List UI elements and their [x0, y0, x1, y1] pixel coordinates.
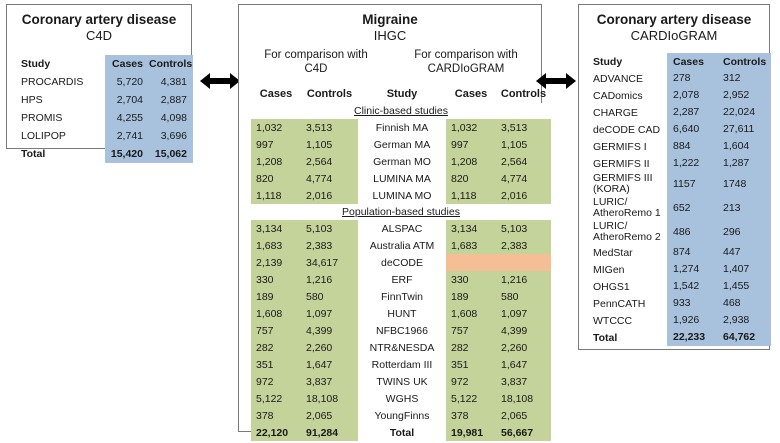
comparison-right — [397, 48, 535, 76]
double-headed-arrow-icon — [196, 68, 244, 94]
section-population-cell — [251, 204, 551, 220]
pad-cell — [551, 407, 563, 424]
table-row — [579, 155, 771, 172]
row-cases: 1157 — [667, 172, 717, 196]
row-right-cases: 330 — [446, 271, 496, 288]
row-study: NTR&NESDA — [358, 339, 446, 356]
row-cases: 4,255 — [105, 109, 149, 127]
row-controls: 2,952 — [717, 87, 771, 104]
total-label: Total — [21, 148, 46, 160]
row-study: Rotterdam III — [358, 356, 446, 373]
row-study: ALSPAC — [358, 220, 446, 237]
row-controls: 2,938 — [717, 312, 771, 329]
pad-cell — [551, 356, 563, 373]
row-right-controls: 1,216 — [496, 271, 551, 288]
row-cases: 652 — [667, 196, 717, 220]
table-row — [239, 407, 563, 424]
row-study: OHGS1 — [593, 280, 630, 293]
row-right-controls: 1,105 — [496, 136, 551, 153]
panel-cardiogram — [578, 4, 770, 350]
row-left-controls: 580 — [301, 288, 358, 305]
migraine-table — [239, 80, 563, 441]
panel-migraine — [238, 4, 547, 439]
left-panel-title: Coronary artery disease — [21, 12, 177, 27]
row-left-cases: 1,118 — [251, 187, 301, 204]
table-row — [239, 136, 563, 153]
section-clinic-label: Clinic-based studies — [354, 105, 448, 117]
table-row — [239, 390, 563, 407]
row-right-cases: 189 — [446, 288, 496, 305]
row-controls: 296 — [717, 220, 771, 244]
row-controls: 468 — [717, 295, 771, 312]
row-left-cases: 757 — [251, 322, 301, 339]
table-row — [239, 220, 563, 237]
row-left-controls: 1,105 — [301, 136, 358, 153]
row-right-controls: 1,097 — [496, 305, 551, 322]
row-right-controls: 2,065 — [496, 407, 551, 424]
table-row — [7, 91, 193, 109]
row-left-controls: 5,103 — [301, 220, 358, 237]
row-cases: 2,287 — [667, 104, 717, 121]
row-study: WTCCC — [593, 314, 633, 327]
row-study: GERMIFS II — [593, 157, 650, 170]
row-controls: 22,024 — [717, 104, 771, 121]
total-label: Total — [593, 331, 618, 344]
table-row — [239, 187, 563, 204]
row-study: GERMIFS III (KORA) — [593, 172, 653, 195]
table-row-decode — [239, 254, 563, 271]
pad-cell — [239, 170, 251, 187]
row-left-cases: 3,134 — [251, 220, 301, 237]
row-right-controls: 4,774 — [496, 170, 551, 187]
row-cases: 278 — [667, 70, 717, 87]
pad-cell — [239, 356, 251, 373]
total-left-cases: 22,120 — [251, 424, 301, 441]
row-controls: 312 — [717, 70, 771, 87]
row-right-controls: 2,260 — [496, 339, 551, 356]
row-study: PROCARDIS — [21, 76, 84, 88]
header-left-controls: Controls — [306, 88, 353, 100]
row-left-controls: 4,399 — [301, 322, 358, 339]
row-study: German MO — [358, 153, 446, 170]
row-right-controls: 1,647 — [496, 356, 551, 373]
row-right-controls: 18,108 — [496, 390, 551, 407]
row-right-cases: 282 — [446, 339, 496, 356]
row-study: HPS — [21, 94, 43, 106]
pad-cell — [239, 424, 251, 441]
table-row — [579, 138, 771, 155]
total-right-cases: 19,981 — [446, 424, 496, 441]
comparison-left-line1: For comparison with — [264, 49, 368, 61]
row-right-cases: 972 — [446, 373, 496, 390]
row-cases: 2,704 — [105, 91, 149, 109]
table-row — [239, 237, 563, 254]
row-cases: 1,542 — [667, 278, 717, 295]
row-right-controls: 3,513 — [496, 119, 551, 136]
row-cases: 2,741 — [105, 127, 149, 145]
table-row — [239, 119, 563, 136]
pad-cell — [239, 80, 251, 103]
header-study: Study — [593, 55, 623, 68]
row-controls: 1,287 — [717, 155, 771, 172]
pad-cell — [239, 390, 251, 407]
row-left-controls: 3,837 — [301, 373, 358, 390]
row-study: TWINS UK — [358, 373, 446, 390]
pad-cell — [239, 103, 251, 119]
total-cases: 15,420 — [105, 145, 149, 163]
row-study: CHARGE — [593, 106, 638, 119]
row-controls: 4,381 — [149, 73, 193, 91]
pad-cell — [551, 339, 563, 356]
header-right-cases: Cases — [454, 88, 488, 100]
total-right-controls: 56,667 — [496, 424, 551, 441]
table-row — [579, 104, 771, 121]
row-right-controls: 5,103 — [496, 220, 551, 237]
pad-cell — [239, 407, 251, 424]
pad-cell — [551, 103, 563, 119]
table-row — [579, 196, 771, 220]
row-left-cases: 1,208 — [251, 153, 301, 170]
table-row — [239, 322, 563, 339]
table-header-row — [7, 55, 193, 73]
pad-cell — [551, 288, 563, 305]
pad-cell — [551, 322, 563, 339]
table-total-row — [579, 329, 771, 346]
table-row — [579, 220, 771, 244]
table-row — [239, 153, 563, 170]
row-cases: 1,926 — [667, 312, 717, 329]
row-controls: 1,455 — [717, 278, 771, 295]
right-panel-title: Coronary artery disease — [596, 12, 752, 27]
table-row — [579, 312, 771, 329]
pad-cell — [239, 305, 251, 322]
row-left-controls: 3,513 — [301, 119, 358, 136]
pad-cell — [551, 136, 563, 153]
table-row — [579, 70, 771, 87]
pad-cell — [551, 204, 563, 220]
row-right-cases: 997 — [446, 136, 496, 153]
row-left-controls: 1,216 — [301, 271, 358, 288]
row-cases: 6,640 — [667, 121, 717, 138]
center-panel-subtitle: IHGC — [373, 28, 407, 43]
row-left-controls: 4,774 — [301, 170, 358, 187]
row-controls: 213 — [717, 196, 771, 220]
comparison-right-line2: CARDIoGRAM — [427, 63, 505, 75]
header-right-controls: Controls — [500, 88, 547, 100]
row-cases: 884 — [667, 138, 717, 155]
table-total-row — [7, 145, 193, 163]
pad-cell — [551, 390, 563, 407]
row-right-controls: 2,383 — [496, 237, 551, 254]
section-header-population — [239, 204, 563, 220]
pad-cell — [239, 153, 251, 170]
row-study: MedStar — [593, 246, 633, 259]
row-left-cases: 997 — [251, 136, 301, 153]
pad-cell — [239, 237, 251, 254]
row-left-cases: 5,122 — [251, 390, 301, 407]
pad-cell — [551, 424, 563, 441]
comparison-gap — [385, 48, 397, 76]
pad-cell — [239, 271, 251, 288]
header-cases: Cases — [105, 55, 149, 73]
row-study: ERF — [358, 271, 446, 288]
row-left-controls: 2,383 — [301, 237, 358, 254]
row-right-cases: 1,118 — [446, 187, 496, 204]
row-controls: 447 — [717, 244, 771, 261]
row-left-cases: 378 — [251, 407, 301, 424]
row-left-cases: 282 — [251, 339, 301, 356]
row-study: PennCATH — [593, 297, 646, 310]
pad-cell — [551, 271, 563, 288]
row-right-cases: 1,208 — [446, 153, 496, 170]
row-controls: 1748 — [717, 172, 771, 196]
table-row — [579, 278, 771, 295]
pad-cell — [551, 373, 563, 390]
row-controls: 2,887 — [149, 91, 193, 109]
pad-cell — [239, 288, 251, 305]
header-left-cases: Cases — [259, 88, 293, 100]
total-controls: 15,062 — [149, 145, 193, 163]
pad-cell — [551, 187, 563, 204]
c4d-table — [7, 55, 193, 163]
row-left-controls: 34,617 — [301, 254, 358, 271]
row-controls: 1,407 — [717, 261, 771, 278]
row-right-cases: 1,032 — [446, 119, 496, 136]
row-study: YoungFinns — [358, 407, 446, 424]
comparison-left-line2: C4D — [304, 63, 328, 75]
row-controls: 27,611 — [717, 121, 771, 138]
row-left-cases: 1,032 — [251, 119, 301, 136]
row-right-controls: 4,399 — [496, 322, 551, 339]
table-row — [239, 288, 563, 305]
double-headed-arrow-icon — [532, 68, 580, 94]
table-row — [7, 73, 193, 91]
row-study: NFBC1966 — [358, 322, 446, 339]
row-cases: 486 — [667, 220, 717, 244]
pad-cell — [239, 339, 251, 356]
pad-cell — [551, 254, 563, 271]
section-clinic-cell — [251, 103, 551, 119]
table-row — [239, 356, 563, 373]
total-controls: 64,762 — [717, 329, 771, 346]
row-study: GERMIFS I — [593, 140, 647, 153]
row-study: FinnTwin — [358, 288, 446, 305]
row-left-controls: 2,065 — [301, 407, 358, 424]
table-row — [579, 295, 771, 312]
row-left-cases: 189 — [251, 288, 301, 305]
row-cases: 5,720 — [105, 73, 149, 91]
table-total-row — [239, 424, 563, 441]
pad-cell — [239, 322, 251, 339]
comparison-right-line1: For comparison with — [414, 49, 518, 61]
row-study: MIGen — [593, 263, 625, 276]
pad-cell — [239, 373, 251, 390]
pad-cell — [239, 187, 251, 204]
table-row — [579, 244, 771, 261]
row-left-cases: 1,683 — [251, 237, 301, 254]
row-study: deCODE — [358, 254, 446, 271]
total-left-controls: 91,284 — [301, 424, 358, 441]
table-row — [239, 305, 563, 322]
row-cases: 933 — [667, 295, 717, 312]
row-left-controls: 2,564 — [301, 153, 358, 170]
table-row — [7, 127, 193, 145]
table-header-row — [579, 53, 771, 70]
pad-cell — [551, 220, 563, 237]
pad-cell — [239, 204, 251, 220]
table-row — [579, 121, 771, 138]
row-study: LUMINA MO — [358, 187, 446, 204]
row-study: LUMINA MA — [358, 170, 446, 187]
row-left-controls: 2,016 — [301, 187, 358, 204]
row-right-cases: 1,608 — [446, 305, 496, 322]
pad-cell — [551, 170, 563, 187]
row-right-controls-unavailable — [496, 254, 551, 271]
row-study: PROMIS — [21, 112, 63, 124]
row-study: ADVANCE — [593, 72, 643, 85]
row-study: LOLIPOP — [21, 130, 66, 142]
row-left-cases: 330 — [251, 271, 301, 288]
section-header-clinic — [239, 103, 563, 119]
row-study: CADomics — [593, 89, 643, 102]
row-study: Finnish MA — [358, 119, 446, 136]
row-cases: 874 — [667, 244, 717, 261]
row-left-controls: 2,260 — [301, 339, 358, 356]
row-right-cases-unavailable — [446, 254, 496, 271]
row-study: Australia ATM — [358, 237, 446, 254]
row-left-cases: 972 — [251, 373, 301, 390]
comparison-headers — [239, 48, 541, 76]
right-panel-subtitle: CARDIoGRAM — [630, 28, 718, 43]
header-controls: Controls — [149, 55, 193, 73]
pad-cell — [551, 153, 563, 170]
row-right-cases: 3,134 — [446, 220, 496, 237]
row-left-cases: 351 — [251, 356, 301, 373]
total-label: Total — [358, 424, 446, 441]
row-right-cases: 757 — [446, 322, 496, 339]
cardiogram-table — [579, 53, 771, 346]
row-right-cases: 351 — [446, 356, 496, 373]
table-row — [239, 271, 563, 288]
row-right-cases: 5,122 — [446, 390, 496, 407]
table-header-row — [239, 80, 563, 103]
row-right-cases: 820 — [446, 170, 496, 187]
pad-cell — [239, 136, 251, 153]
table-row — [239, 373, 563, 390]
total-cases: 22,233 — [667, 329, 717, 346]
table-row — [7, 109, 193, 127]
row-right-cases: 378 — [446, 407, 496, 424]
row-study: HUNT — [358, 305, 446, 322]
table-row — [579, 261, 771, 278]
pad-cell — [551, 237, 563, 254]
row-right-cases: 1,683 — [446, 237, 496, 254]
row-left-controls: 18,108 — [301, 390, 358, 407]
row-right-controls: 580 — [496, 288, 551, 305]
row-cases: 2,078 — [667, 87, 717, 104]
header-study: Study — [21, 58, 51, 70]
row-left-cases: 820 — [251, 170, 301, 187]
table-row — [239, 170, 563, 187]
row-cases: 1,274 — [667, 261, 717, 278]
row-study: deCODE CAD — [593, 123, 661, 136]
pad-cell — [239, 254, 251, 271]
header-cases: Cases — [667, 53, 717, 70]
row-right-controls: 2,016 — [496, 187, 551, 204]
center-panel-title: Migraine — [362, 12, 418, 27]
panel-c4d — [6, 4, 193, 160]
pad-cell — [239, 119, 251, 136]
row-right-controls: 2,564 — [496, 153, 551, 170]
pad-cell — [239, 220, 251, 237]
pad-cell — [551, 305, 563, 322]
table-row — [239, 339, 563, 356]
row-controls: 1,604 — [717, 138, 771, 155]
row-right-controls: 3,837 — [496, 373, 551, 390]
row-controls: 3,696 — [149, 127, 193, 145]
section-population-label: Population-based studies — [342, 206, 460, 218]
comparison-left — [247, 48, 385, 76]
row-left-cases: 2,139 — [251, 254, 301, 271]
header-controls: Controls — [717, 53, 771, 70]
row-study: WGHS — [358, 390, 446, 407]
pad-cell — [551, 119, 563, 136]
row-left-cases: 1,608 — [251, 305, 301, 322]
row-study: LURIC/ AtheroRemo 1 — [593, 196, 661, 219]
row-left-controls: 1,647 — [301, 356, 358, 373]
row-study: LURIC/ AtheroRemo 2 — [593, 220, 661, 243]
row-controls: 4,098 — [149, 109, 193, 127]
header-study: Study — [386, 88, 418, 100]
table-row — [579, 172, 771, 196]
row-left-controls: 1,097 — [301, 305, 358, 322]
left-panel-subtitle: C4D — [85, 28, 112, 43]
row-cases: 1,222 — [667, 155, 717, 172]
row-study: German MA — [358, 136, 446, 153]
table-row — [579, 87, 771, 104]
